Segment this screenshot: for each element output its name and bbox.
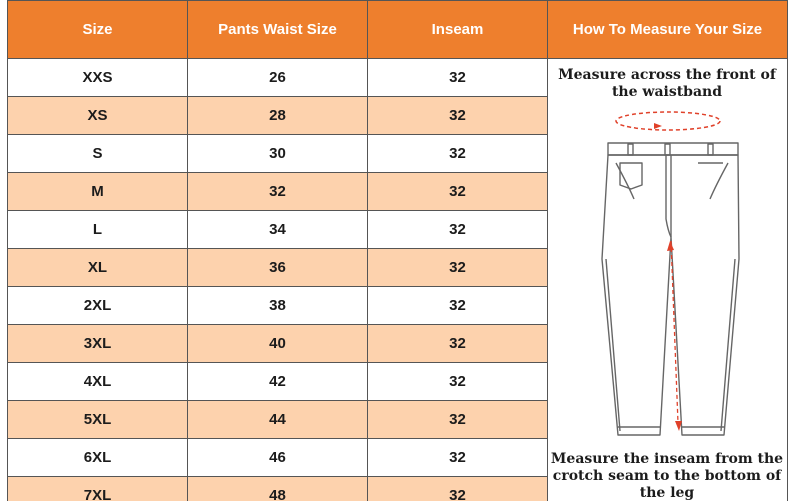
waist-cell: 48 [188,477,368,501]
waist-cell: 38 [188,287,368,325]
inseam-cell: 32 [368,363,548,401]
inseam-cell: 32 [368,211,548,249]
size-cell: L [8,211,188,249]
inseam-cell: 32 [368,401,548,439]
size-cell: XS [8,97,188,135]
header-waist: Pants Waist Size [188,1,368,59]
inseam-cell: 32 [368,249,548,287]
inseam-cell: 32 [368,477,548,501]
size-cell: 2XL [8,287,188,325]
size-cell: 3XL [8,325,188,363]
inseam-cell: 32 [368,173,548,211]
waist-cell: 26 [188,59,368,97]
size-table [7,0,788,501]
waist-cell: 28 [188,97,368,135]
waist-cell: 32 [188,173,368,211]
inseam-cell: 32 [368,97,548,135]
waist-cell: 46 [188,439,368,477]
inseam-cell: 32 [368,59,548,97]
waist-cell: 36 [188,249,368,287]
waist-cell: 40 [188,325,368,363]
size-cell: M [8,173,188,211]
inseam-cell: 32 [368,135,548,173]
header-how-to-measure: How To Measure Your Size [548,1,788,59]
table-row [8,59,788,97]
header-inseam: Inseam [368,1,548,59]
measure-guide [548,59,788,501]
waist-cell: 44 [188,401,368,439]
waist-cell: 42 [188,363,368,401]
waist-cell: 34 [188,211,368,249]
size-cell: 4XL [8,363,188,401]
inseam-cell: 32 [368,439,548,477]
waist-cell: 30 [188,135,368,173]
header-size: Size [8,1,188,59]
inseam-cell: 32 [368,325,548,363]
inseam-measure-note: Measure the inseam from the crotch seam to the bottom of the leg [550,451,784,501]
size-cell: XXS [8,59,188,97]
size-cell: XL [8,249,188,287]
header-row [8,1,788,59]
jeans-icon [548,59,786,501]
waist-measure-note: Measure across the front of the waistband [558,67,776,100]
size-cell: 5XL [8,401,188,439]
size-cell: 7XL [8,477,188,501]
inseam-cell: 32 [368,287,548,325]
size-cell: S [8,135,188,173]
size-cell: 6XL [8,439,188,477]
